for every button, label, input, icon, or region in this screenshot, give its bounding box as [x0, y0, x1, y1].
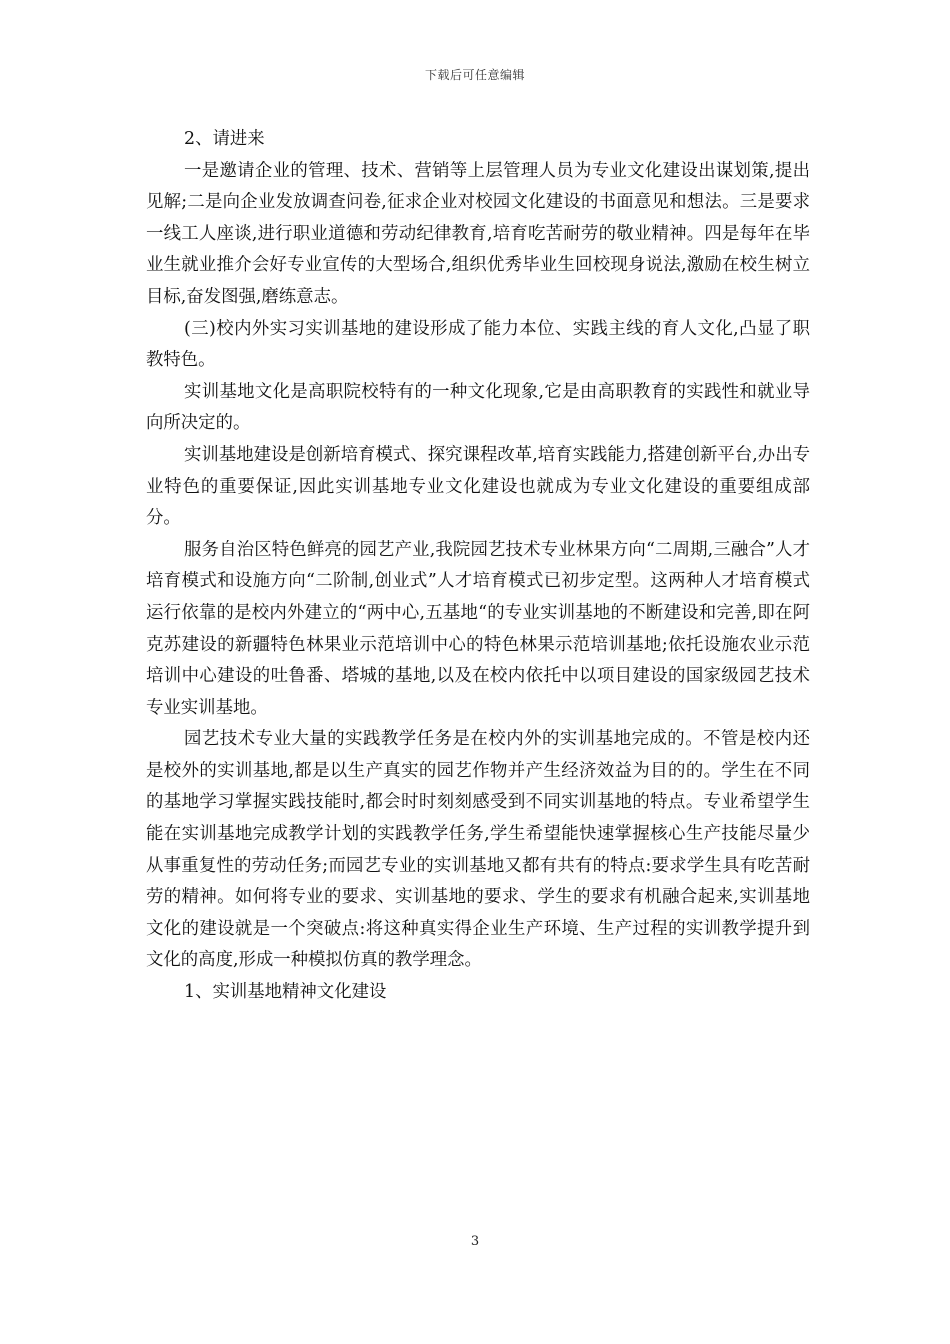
section-heading-invite-in: 2、请进来: [184, 129, 265, 149]
paragraph-base-construction: 实训基地建设是创新培育模式、探究课程改革,培育实践能力,搭建创新平台,办出专业特色的重要保证,因此实训基地专业文化建设也就成为专业文化建设的重要组成部分。: [146, 444, 810, 529]
section-heading-training-bases: (三)校内外实习实训基地的建设形成了能力本位、实践主线的育人文化,凸显了职教特色。: [146, 318, 810, 371]
paragraph-horticulture-models: 服务自治区特色鲜亮的园艺产业,我院园艺技术专业林果方向“二周期,三融合”人才培育模式和设施方向“二阶制,创业式”人才培育模式已初步定型。这两种人才培育模式运行依靠的是校内外建立的“两中心,五基地“的专业实训基地的不断建设和完善,即在阿克苏建设的新疆特色林果业示范培训中心的特色林果示范培训基地;依托设施农业示范培训中心建设的吐鲁番、塔城的基地,以及在校内依托中以项目建设的国家级园艺技术专业实训基地。: [146, 539, 810, 718]
paragraph-enterprise-involvement: 一是邀请企业的管理、技术、营销等上层管理人员为专业文化建设出谋划策,提出见解;二是向企业发放调查问卷,征求企业对校园文化建设的书面意见和想法。三是要求一线工人座谈,进行职业道德和劳动纪律教育,培育吃苦耐劳的敬业精神。四是每年在毕业生就业推介会好专业宣传的大型场合,组织优秀毕业生回校现身说法,激励在校生树立目标,奋发图强,磨练意志。: [146, 160, 810, 307]
document-body: [146, 124, 810, 1009]
page-number: 3: [470, 1234, 480, 1249]
page-header: 下载后可任意编辑: [424, 68, 525, 82]
section-heading-spiritual-culture: 1、实训基地精神文化建设: [184, 982, 387, 1003]
paragraph-training-culture: 实训基地文化是高职院校特有的一种文化现象,它是由高职教育的实践性和就业导向所决定的。: [146, 381, 810, 434]
paragraph-practice-tasks: 园艺技术专业大量的实践教学任务是在校内外的实训基地完成的。不管是校内还是校外的实训基地,都是以生产真实的园艺作物并产生经济效益为目的的。学生在不同的基地学习掌握实践技能时,都会时时刻刻感受到不同实训基地的特点。专业希望学生能在实训基地完成教学计划的实践教学任务,学生希望能快速掌握核心生产技能尽量少从事重复性的劳动任务;而园艺专业的实训基地又都有共有的特点:要求学生具有吃苦耐劳的精神。如何将专业的要求、实训基地的要求、学生的要求有机融合起来,实训基地文化的建设就是一个突破点:将这种真实得企业生产环境、生产过程的实训教学提升到文化的高度,形成一种模拟仿真的教学理念。: [146, 729, 810, 971]
